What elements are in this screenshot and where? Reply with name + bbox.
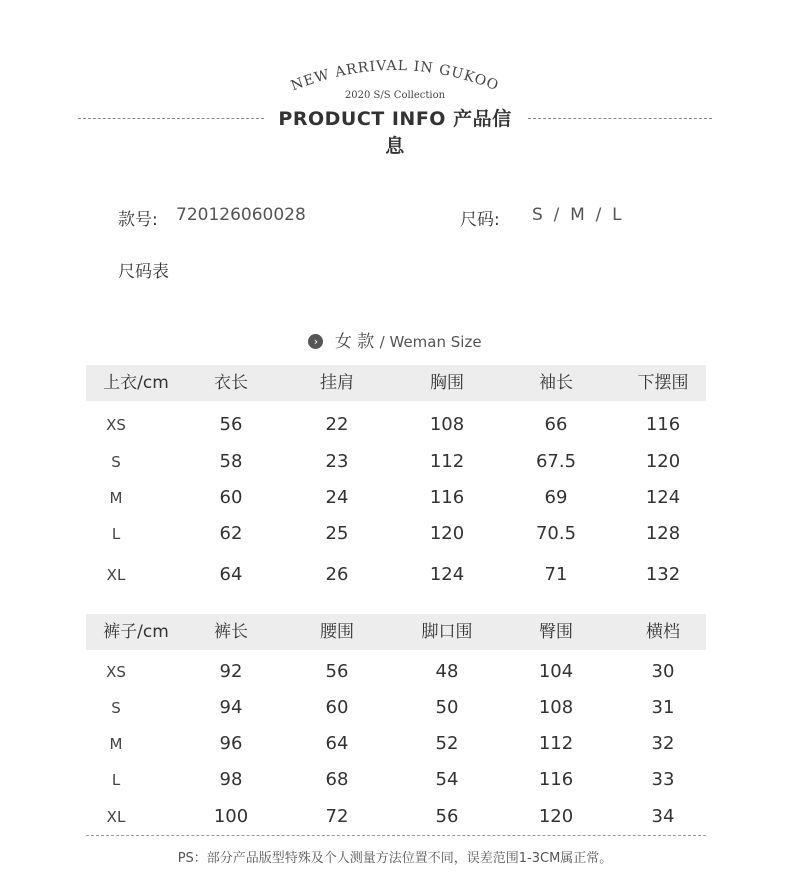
size-cell: L: [111, 771, 121, 789]
size-cell: XL: [106, 566, 126, 584]
measure-cell: 24: [325, 487, 349, 508]
measure-cell: 66: [544, 414, 568, 435]
measure-cell: 64: [219, 564, 243, 585]
size-cell: M: [109, 489, 123, 507]
page-title: PRODUCT INFO 产品信息: [278, 108, 512, 157]
measure-cell: 69: [544, 487, 568, 508]
column-header: 裤长: [214, 622, 248, 642]
column-header: 挂肩: [320, 373, 354, 393]
size-cell: L: [111, 525, 121, 543]
measure-cell: 108: [429, 414, 465, 435]
size-label: 尺码:: [460, 210, 500, 230]
measure-cell: 22: [325, 414, 349, 435]
measure-cell: 116: [645, 414, 681, 435]
measure-cell: 50: [435, 697, 459, 718]
table-row: [86, 697, 706, 727]
table-header: [86, 365, 706, 401]
measure-cell: 116: [429, 487, 465, 508]
measure-cell: 64: [325, 733, 349, 754]
divider-left: [78, 118, 264, 119]
table-row: [86, 769, 706, 799]
measure-cell: 56: [435, 806, 459, 827]
column-header: 横档: [646, 622, 680, 642]
footnote: PS：部分产品版型特殊及个人测量方法位置不同，误差范围1-3CM属正常。: [177, 851, 613, 866]
measure-cell: 100: [213, 806, 249, 827]
measure-cell: 48: [435, 661, 459, 682]
style-value: 720126060028: [176, 205, 306, 225]
measure-cell: 56: [325, 661, 349, 682]
measure-cell: 94: [219, 697, 243, 718]
footer-divider: [86, 835, 706, 836]
section-title-en: / Weman Size: [379, 333, 482, 351]
size-value: S / M / L: [532, 205, 622, 225]
measure-cell: 104: [538, 661, 574, 682]
measure-cell: 108: [538, 697, 574, 718]
column-header: 上衣/cm: [103, 373, 169, 393]
measure-cell: 67.5: [535, 451, 577, 472]
column-header: 脚口围: [421, 622, 473, 642]
chevron-right-circle-icon: ›: [308, 334, 323, 349]
size-cell: S: [111, 699, 121, 717]
size-cell: M: [109, 735, 123, 753]
measure-cell: 62: [219, 523, 243, 544]
measure-cell: 128: [645, 523, 681, 544]
size-chart-label: 尺码表: [118, 262, 169, 282]
column-header: 裤子/cm: [103, 622, 169, 642]
table-row: [86, 806, 706, 836]
measure-cell: 71: [544, 564, 568, 585]
measure-cell: 60: [325, 697, 349, 718]
table-row: [86, 661, 706, 691]
measure-cell: 132: [645, 564, 681, 585]
measure-cell: 34: [651, 806, 675, 827]
section-title-cn: 女 款: [334, 332, 375, 352]
measure-cell: 52: [435, 733, 459, 754]
measure-cell: 68: [325, 769, 349, 790]
column-header: 衣长: [214, 373, 248, 393]
size-cell: XS: [106, 416, 126, 434]
table-row: [86, 564, 706, 594]
size-section-heading: [0, 327, 790, 352]
measure-cell: 112: [538, 733, 574, 754]
measure-cell: 56: [219, 414, 243, 435]
measure-cell: 120: [645, 451, 681, 472]
column-header: 臀围: [539, 622, 573, 642]
measure-cell: 72: [325, 806, 349, 827]
collection-text: 2020 S/S Collection: [344, 90, 446, 101]
table-row: [86, 523, 706, 553]
measure-cell: 54: [435, 769, 459, 790]
column-header: 下摆围: [637, 373, 689, 393]
measure-cell: 92: [219, 661, 243, 682]
style-label: 款号:: [118, 210, 158, 230]
measure-cell: 58: [219, 451, 243, 472]
measure-cell: 60: [219, 487, 243, 508]
divider-right: [528, 118, 712, 119]
measure-cell: 124: [645, 487, 681, 508]
measure-cell: 23: [325, 451, 349, 472]
measure-cell: 116: [538, 769, 574, 790]
size-cell: XL: [106, 808, 126, 826]
measure-cell: 31: [651, 697, 675, 718]
table-row: [86, 487, 706, 517]
measure-cell: 32: [651, 733, 675, 754]
column-header: 胸围: [430, 373, 464, 393]
measure-cell: 70.5: [535, 523, 577, 544]
measure-cell: 120: [538, 806, 574, 827]
column-header: 袖长: [539, 373, 573, 393]
table-header: [86, 614, 706, 650]
measure-cell: 112: [429, 451, 465, 472]
table-row: [86, 414, 706, 444]
size-cell: S: [111, 453, 121, 471]
measure-cell: 30: [651, 661, 675, 682]
table-row: [86, 733, 706, 763]
measure-cell: 124: [429, 564, 465, 585]
measure-cell: 120: [429, 523, 465, 544]
measure-cell: 98: [219, 769, 243, 790]
measure-cell: 33: [651, 769, 675, 790]
header-arc-logo: [0, 0, 790, 110]
measure-cell: 96: [219, 733, 243, 754]
measure-cell: 26: [325, 564, 349, 585]
size-cell: XS: [106, 663, 126, 681]
measure-cell: 25: [325, 523, 349, 544]
table-row: [86, 451, 706, 481]
arc-text: NEW ARRIVAL IN GUKOO: [288, 57, 502, 95]
column-header: 腰围: [320, 622, 354, 642]
